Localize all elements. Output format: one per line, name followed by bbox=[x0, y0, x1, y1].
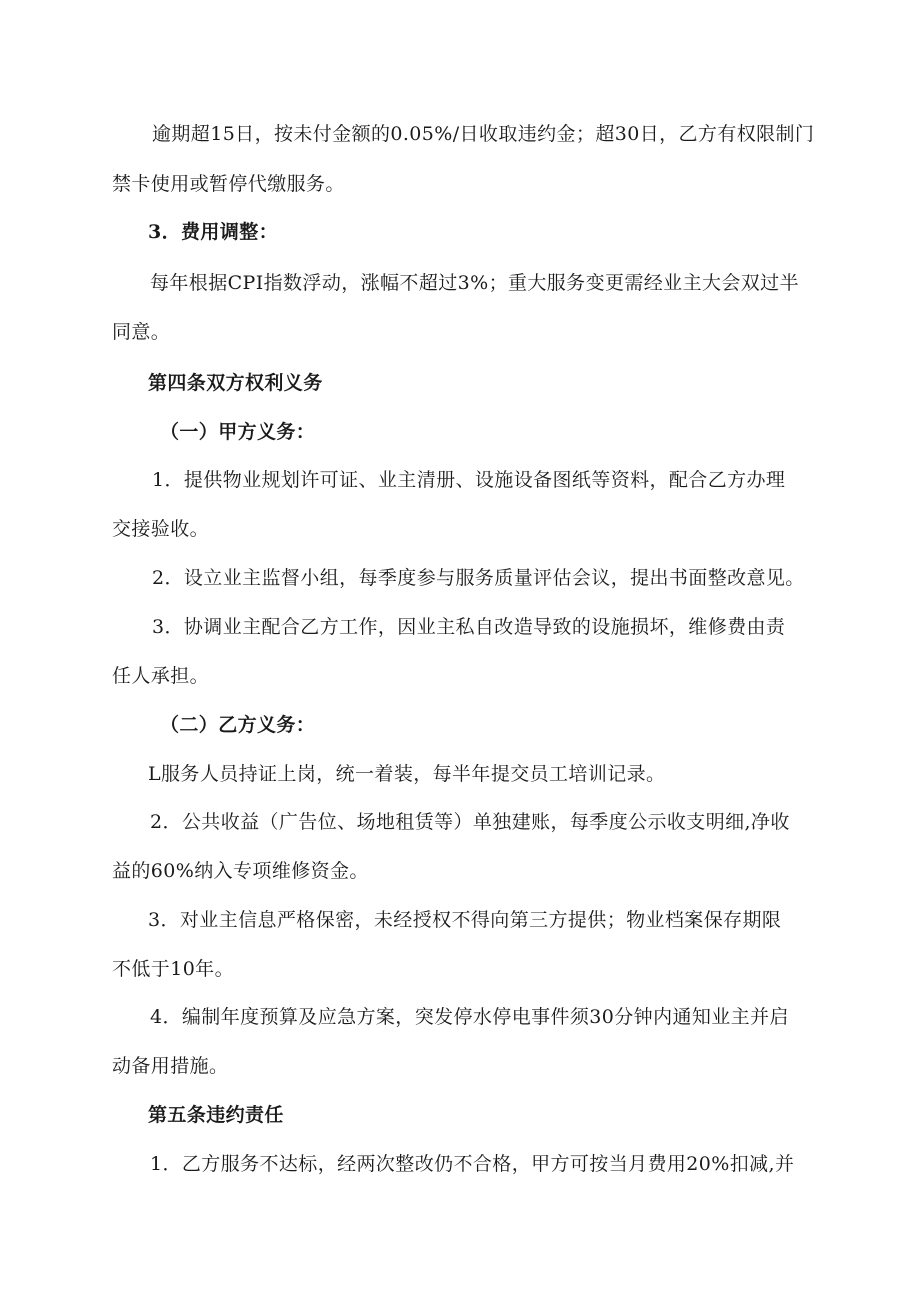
paragraph-line: 2．公共收益（广告位、场地租赁等）单独建账，每季度公示收支明细,净收 bbox=[150, 811, 790, 833]
paragraph-line: 4．编制年度预算及应急方案，突发停水停电事件须30分钟内通知业主并启 bbox=[150, 1006, 789, 1028]
paragraph-line: 任人承担。 bbox=[112, 665, 210, 687]
subsection-heading: （一）甲方义务： bbox=[160, 421, 316, 443]
paragraph-line: 同意。 bbox=[112, 321, 171, 343]
subsection-heading: （二）乙方义务： bbox=[160, 714, 316, 736]
paragraph-line: 益的60%纳入专项维修资金。 bbox=[112, 860, 369, 882]
article-heading: 第四条双方权利义务 bbox=[148, 372, 323, 394]
paragraph-line: 2．设立业主监督小组，每季度参与服务质量评估会议，提出书面整改意见。 bbox=[152, 567, 805, 589]
paragraph-line: 3．协调业主配合乙方工作，因业主私自改造导致的设施损坏，维修费由责 bbox=[152, 616, 786, 638]
paragraph-line: 1．提供物业规划许可证、业主清册、设施设备图纸等资料，配合乙方办理 bbox=[152, 469, 786, 491]
paragraph-line: 逾期超15日，按未付金额的0.05%/日收取违约金；超30日，乙方有权限制门 bbox=[152, 123, 815, 145]
paragraph-line: 动备用措施。 bbox=[112, 1055, 229, 1077]
paragraph-line: 禁卡使用或暂停代缴服务。 bbox=[112, 173, 345, 195]
paragraph-line: 1．乙方服务不达标，经两次整改仍不合格，甲方可按当月费用20%扣减,并 bbox=[150, 1153, 795, 1175]
paragraph-line: 不低于10年。 bbox=[112, 958, 234, 980]
article-heading: 第五条违约责任 bbox=[148, 1104, 284, 1126]
paragraph-line: 3．对业主信息严格保密，未经授权不得向第三方提供；物业档案保存期限 bbox=[148, 909, 782, 931]
paragraph-line: 每年根据CPI指数浮动，涨幅不超过3%；重大服务变更需经业主大会双过半 bbox=[150, 272, 799, 294]
paragraph-line: 交接验收。 bbox=[112, 518, 210, 540]
paragraph-line: L服务人员持证上岗，统一着装，每半年提交员工培训记录。 bbox=[148, 763, 666, 785]
section-heading: 3．费用调整： bbox=[148, 221, 279, 243]
